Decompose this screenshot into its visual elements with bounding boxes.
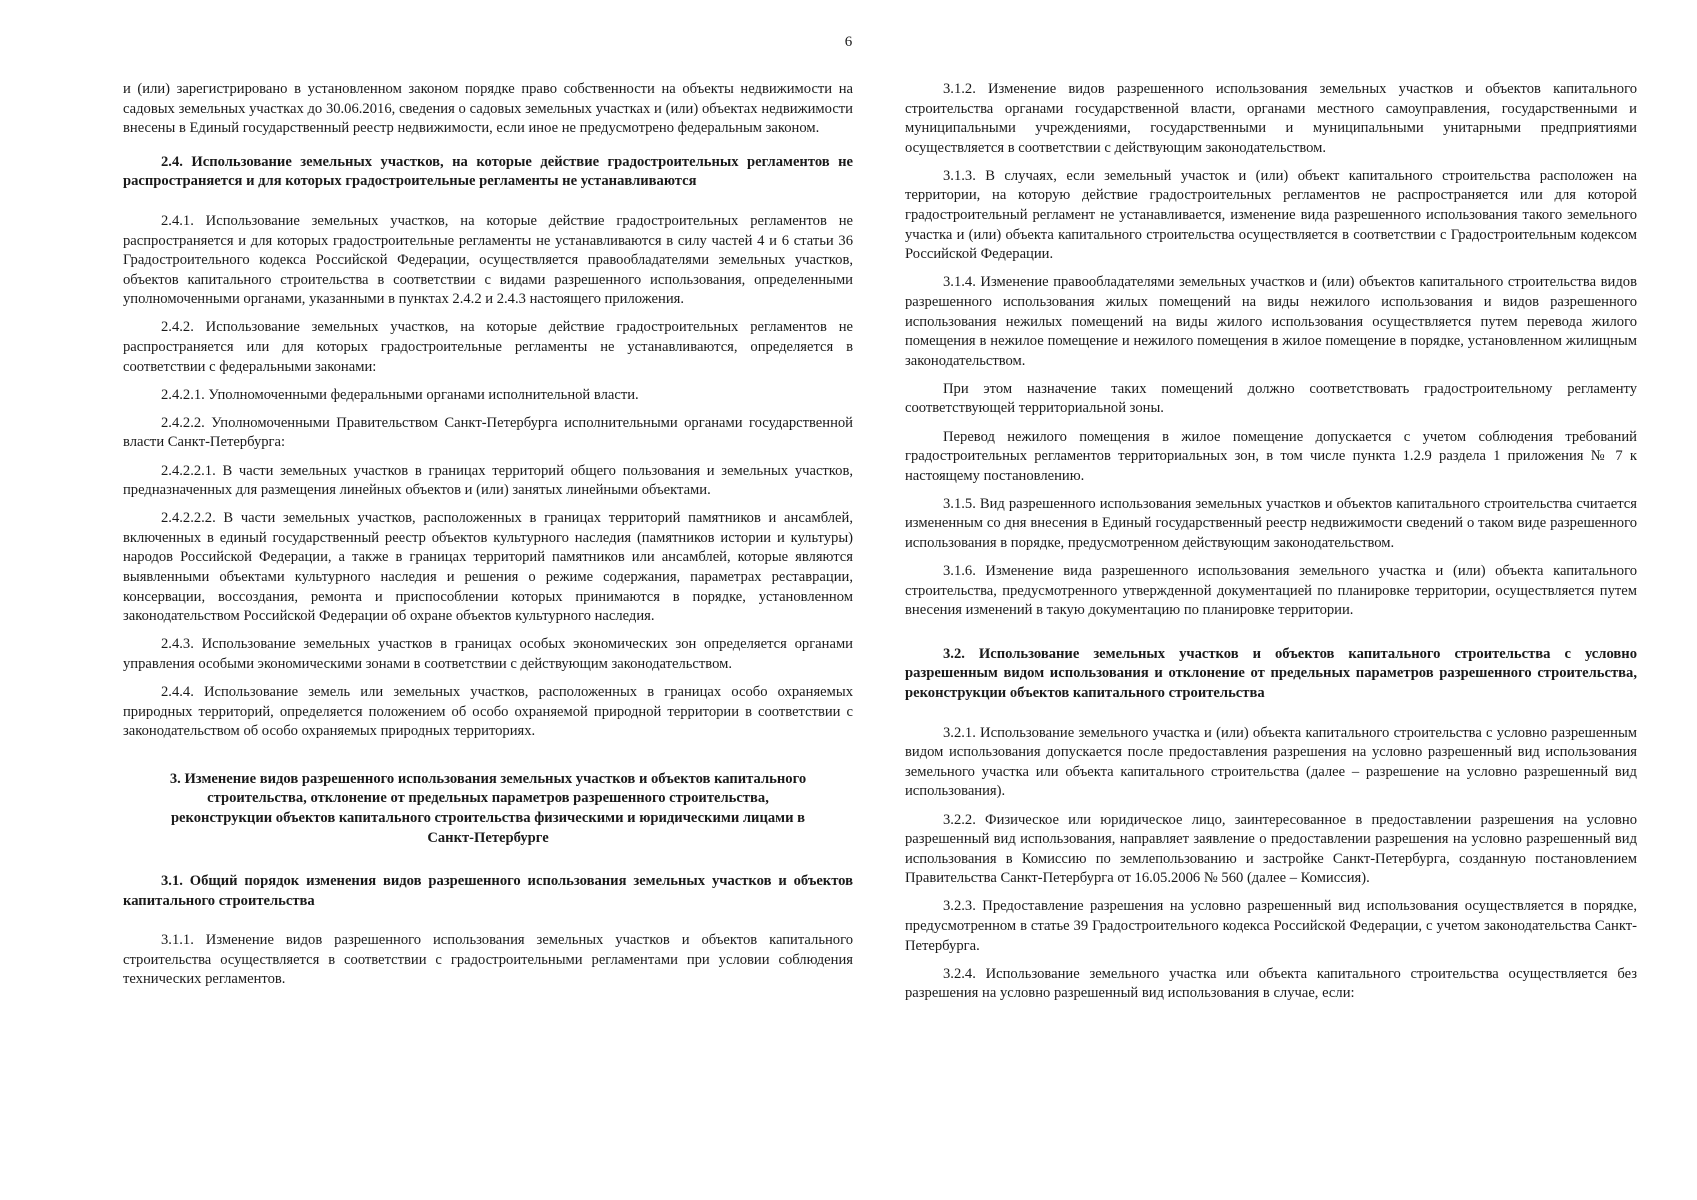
paragraph-2-4-2-2: 2.4.2.2. Уполномоченными Правительством Санкт-Петербурга исполнительными органами государственной власти Санкт-Петербурга: [123,414,853,451]
paragraph-3-1-4-b: При этом назначение таких помещений должно соответствовать градостроительному регламенту соответствующей территориальной зоны. [905,380,1637,417]
paragraph-3-1-5: 3.1.5. Вид разрешенного использования земельных участков и объектов капитального строительства считается измененным со дня внесения в Единый государственный реестр недвижимости сведений о таком виде разрешенного использования в порядке, предусмотренном действующим законодательством. [905,495,1637,551]
paragraph-3-1-4: 3.1.4. Изменение правообладателями земельных участков и (или) объектов капитального строительства видов разрешенного использования жилых помещений на виды нежилого использования и видов разрешенного использования нежилых помещений на виды жилого использования осуществляется путем перевода жилого помещения в нежилое помещение и нежилого помещения в жилое помещение в порядке, установленном жилищным законодательством. [905,274,1637,369]
paragraph-3-2-1: 3.2.1. Использование земельного участка и (или) объекта капитального строительства с условно разрешенным видом использования допускается после предоставления разрешения на условно разрешенный вид использования земельного участка или объекта капитального строительства (далее – разрешение на условно разрешенный вид использования). [905,724,1637,800]
section-heading-3-1: 3.1. Общий порядок изменения видов разрешенного использования земельных участков и объектов капитального строительства [123,873,853,909]
paragraph-3-1-6: 3.1.6. Изменение вида разрешенного использования земельного участка и (или) объекта капитального строительства, предусмотренного утвержденной документацией по планировке территории, осуществляется путем внесения изменений в такую документацию по планировке территории. [905,563,1637,619]
paragraph-2-4-1: 2.4.1. Использование земельных участков, на которые действие градостроительных регламентов не распространяется и для которых градостроительные регламенты не устанавливаются в силу частей 4 и 6 статьи 36 Градостроительного кодекса Российской Федерации, осуществляется правообладателями земельных участков, объектов капитального строительства в соответствии с видами разрешенного использования, определенными уполномоченными органами, указанными в пунктах 2.4.2 и 2.4.3 настоящего приложения. [123,212,853,308]
paragraph-2-4-2-2-2: 2.4.2.2.2. В части земельных участков, расположенных в границах территорий памятников и ансамблей, включенных в единый государственный реестр объектов культурного наследия (памятников истории и культуры) народов Российской Федерации, а также в границах территорий памятников или ансамблей, которые являются выявленными объектами культурного наследия и решения о режиме содержания, параметрах реставрации, консервации, воссоздания, ремонта и приспособлении которых принимаются в порядке, установленном законодательством Российской Федерации об охране объектов культурного наследия. [123,510,853,625]
left-column [123,80,853,999]
paragraph-3-2-4: 3.2.4. Использование земельного участка или объекта капитального строительства осуществляется без разрешения на условно разрешенный вид использования в случае, если: [905,965,1637,1002]
paragraph-3-1-3: 3.1.3. В случаях, если земельный участок и (или) объект капитального строительства расположен на территории, на которую действие градостроительных регламентов не распространяется или для которой градостроительный регламент не устанавливается, изменение вида разрешенного использования такого земельного участка и (или) объекта капитального строительства осуществляется в соответствии с Градостроительным кодексом Российской Федерации. [905,167,1637,263]
paragraph-3-1-1: 3.1.1. Изменение видов разрешенного использования земельных участков и объектов капитального строительства осуществляется в соответствии с градостроительными регламентами при условии соблюдения технических регламентов. [123,932,853,988]
paragraph-3-1-2: 3.1.2. Изменение видов разрешенного использования земельных участков и объектов капитального строительства органами государственной власти, органами местного самоуправления, государственными и муниципальными учреждениями, государственными и муниципальными унитарными предприятиями осуществляется в соответствии с действующим законодательством. [905,81,1637,156]
paragraph-2-4-2-2-1: 2.4.2.2.1. В части земельных участков в границах территорий общего пользования и земельных участков, предназначенных для размещения линейных объектов и (или) занятых линейными объектами. [123,462,853,499]
paragraph-2-4-3: 2.4.3. Использование земельных участков в границах особых экономических зон определяется органами управления особыми экономическими зонами в соответствии с действующим законодательством. [123,636,853,672]
paragraph-2-4-4: 2.4.4. Использование земель или земельных участков, расположенных в границах особо охраняемых природных территорий, определяется положением об особо охраняемой природной территории в соответствии с законодательством об особо охраняемых природных территориях. [123,683,853,740]
paragraph-2-4-2: 2.4.2. Использование земельных участков, на которые действие градостроительных регламентов не распространяется или для которых градостроительные регламенты не устанавливаются, определяется в соответствии с федеральными законами: [123,319,853,375]
section-heading-3-2: 3.2. Использование земельных участков и объектов капитального строительства с условно разрешенным видом использования и отклонение от предельных параметров разрешенного строительства, реконструкции объектов капитального строительства [905,645,1637,702]
paragraph-2-4-2-1: 2.4.2.1. Уполномоченными федеральными органами исполнительной власти. [161,386,639,403]
section-heading-2-4: 2.4. Использование земельных участков, на которые действие градостроительных регламентов не распространяется и для которых градостроительные регламенты не устанавливаются [123,153,853,190]
right-column [905,80,1637,1012]
page-number: 6 [844,34,853,50]
paragraph-3-1-4-c: Перевод нежилого помещения в жилое помещение допускается с учетом соблюдения требований градостроительных регламентов территориальных зон, в том числе пункта 1.2.9 раздела 1 приложения № 7 к настоящему постановлению. [905,428,1637,484]
paragraph-3-2-3: 3.2.3. Предоставление разрешения на условно разрешенный вид использования осуществляется в порядке, предусмотренном в статье 39 Градостроительного кодекса Российской Федерации, с учетом законодательства Санкт-Петербурга. [905,898,1637,954]
chapter-heading-3: 3. Изменение видов разрешенного использования земельных участков и объектов капитального строительства, отклонение от предельных параметров разрешенного строительства, реконструкции объектов капитального строительства физическими и юридическими лицами в Санкт-Петербурге [169,770,807,846]
paragraph-continuation: и (или) зарегистрировано в установленном законом порядке право собственности на объекты недвижимости на садовых земельных участках до 30.06.2016, сведения о садовых земельных участках и (или) объектах недвижимости внесены в Единый государственный реестр недвижимости, если иное не предусмотрено федеральным законом. [123,81,853,137]
paragraph-3-2-2: 3.2.2. Физическое или юридическое лицо, заинтересованное в предоставлении разрешения на условно разрешенный вид использования, направляет заявление о предоставлении разрешения на условно разрешенный вид использования в Комиссию по землепользованию и застройке Санкт-Петербурга, созданную постановлением Правительства Санкт-Петербурга от 16.05.2006 № 560 (далее – Комиссия). [905,811,1637,887]
